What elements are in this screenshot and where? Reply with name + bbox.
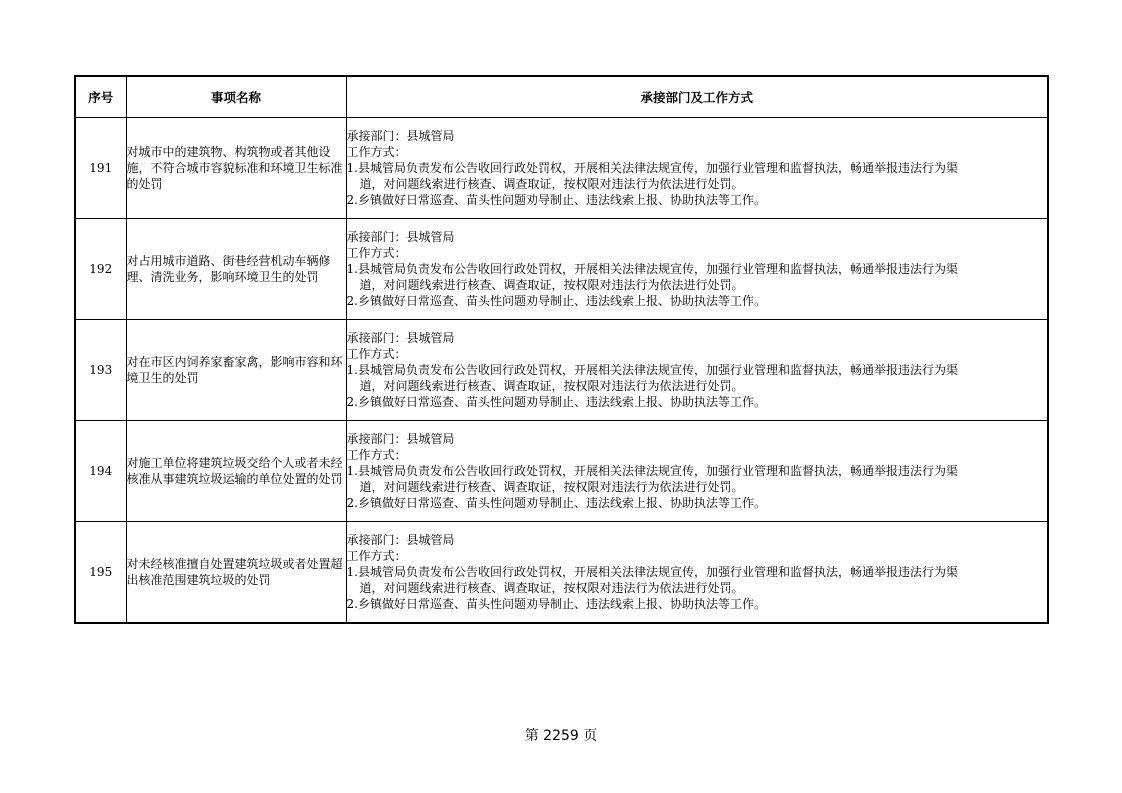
- method-label: 工作方式：: [346, 549, 407, 563]
- table-row: [75, 118, 1048, 219]
- matters-table: [74, 75, 1049, 624]
- method-item-1: 1.县城管局负责发布公告收回行政处罚权，开展相关法律法规宣传，加强行业管理和监督执法，畅通举报违法行为渠: [346, 565, 958, 579]
- dept-line: 承接部门：县城管局: [346, 432, 455, 446]
- method-item-1-cont: 道，对问题线索进行核查、调查取证，按权限对违法行为依法进行处罚。: [359, 581, 744, 595]
- method-item-1: 1.县城管局负责发布公告收回行政处罚权，开展相关法律法规宣传，加强行业管理和监督执法，畅通举报违法行为渠: [346, 161, 958, 175]
- header-name: 事项名称: [126, 76, 346, 118]
- method-item-2: 2.乡镇做好日常巡查、苗头性问题劝导制止、违法线索上报、协助执法等工作。: [346, 294, 766, 308]
- dept-method-cell: [346, 320, 1048, 421]
- method-item-1-cont: 道，对问题线索进行核查、调查取证，按权限对违法行为依法进行处罚。: [359, 177, 744, 191]
- dept-line: 承接部门：县城管局: [346, 331, 455, 345]
- method-item-1-cont: 道，对问题线索进行核查、调查取证，按权限对违法行为依法进行处罚。: [359, 480, 744, 494]
- table-row: [75, 320, 1048, 421]
- dept-line: 承接部门：县城管局: [346, 230, 455, 244]
- dept-line: 承接部门：县城管局: [346, 129, 455, 143]
- table-header-row: [75, 76, 1048, 118]
- row-number: 193: [75, 320, 126, 421]
- method-label: 工作方式：: [346, 246, 407, 260]
- row-number: 194: [75, 421, 126, 522]
- page-number: 第 2259 页: [524, 728, 598, 744]
- method-item-1: 1.县城管局负责发布公告收回行政处罚权，开展相关法律法规宣传，加强行业管理和监督执法，畅通举报违法行为渠: [346, 262, 958, 276]
- row-number: 195: [75, 522, 126, 624]
- method-item-2: 2.乡镇做好日常巡查、苗头性问题劝导制止、违法线索上报、协助执法等工作。: [346, 395, 766, 409]
- row-number: 191: [75, 118, 126, 219]
- method-item-2: 2.乡镇做好日常巡查、苗头性问题劝导制止、违法线索上报、协助执法等工作。: [346, 597, 766, 611]
- matter-name: 对施工单位将建筑垃圾交给个人或者未经核准从事建筑垃圾运输的单位处置的处罚: [126, 421, 346, 522]
- row-number: 192: [75, 219, 126, 320]
- method-item-1-cont: 道，对问题线索进行核查、调查取证，按权限对违法行为依法进行处罚。: [359, 379, 744, 393]
- method-label: 工作方式：: [346, 145, 407, 159]
- dept-method-cell: [346, 522, 1048, 624]
- method-item-1-cont: 道，对问题线索进行核查、调查取证，按权限对违法行为依法进行处罚。: [359, 278, 744, 292]
- matter-name: 对未经核准擅自处置建筑垃圾或者处置超出核准范围建筑垃圾的处罚: [126, 522, 346, 624]
- dept-method-cell: [346, 118, 1048, 219]
- table-row: [75, 522, 1048, 624]
- table-row: [75, 219, 1048, 320]
- matter-name: 对城市中的建筑物、构筑物或者其他设施，不符合城市容貌标准和环境卫生标准的处罚: [126, 118, 346, 219]
- method-item-2: 2.乡镇做好日常巡查、苗头性问题劝导制止、违法线索上报、协助执法等工作。: [346, 193, 766, 207]
- method-item-2: 2.乡镇做好日常巡查、苗头性问题劝导制止、违法线索上报、协助执法等工作。: [346, 496, 766, 510]
- dept-method-cell: [346, 219, 1048, 320]
- matter-name: 对占用城市道路、街巷经营机动车辆修理、清洗业务，影响环境卫生的处罚: [126, 219, 346, 320]
- header-seq: 序号: [75, 76, 126, 118]
- method-item-1: 1.县城管局负责发布公告收回行政处罚权，开展相关法律法规宣传，加强行业管理和监督执法，畅通举报违法行为渠: [346, 363, 958, 377]
- dept-line: 承接部门：县城管局: [346, 533, 455, 547]
- method-label: 工作方式：: [346, 448, 407, 462]
- matter-name: 对在市区内饲养家畜家禽，影响市容和环境卫生的处罚: [126, 320, 346, 421]
- table-row: [75, 421, 1048, 522]
- method-item-1: 1.县城管局负责发布公告收回行政处罚权，开展相关法律法规宣传，加强行业管理和监督执法，畅通举报违法行为渠: [346, 464, 958, 478]
- dept-method-cell: [346, 421, 1048, 522]
- header-dept: 承接部门及工作方式: [346, 76, 1048, 118]
- method-label: 工作方式：: [346, 347, 407, 361]
